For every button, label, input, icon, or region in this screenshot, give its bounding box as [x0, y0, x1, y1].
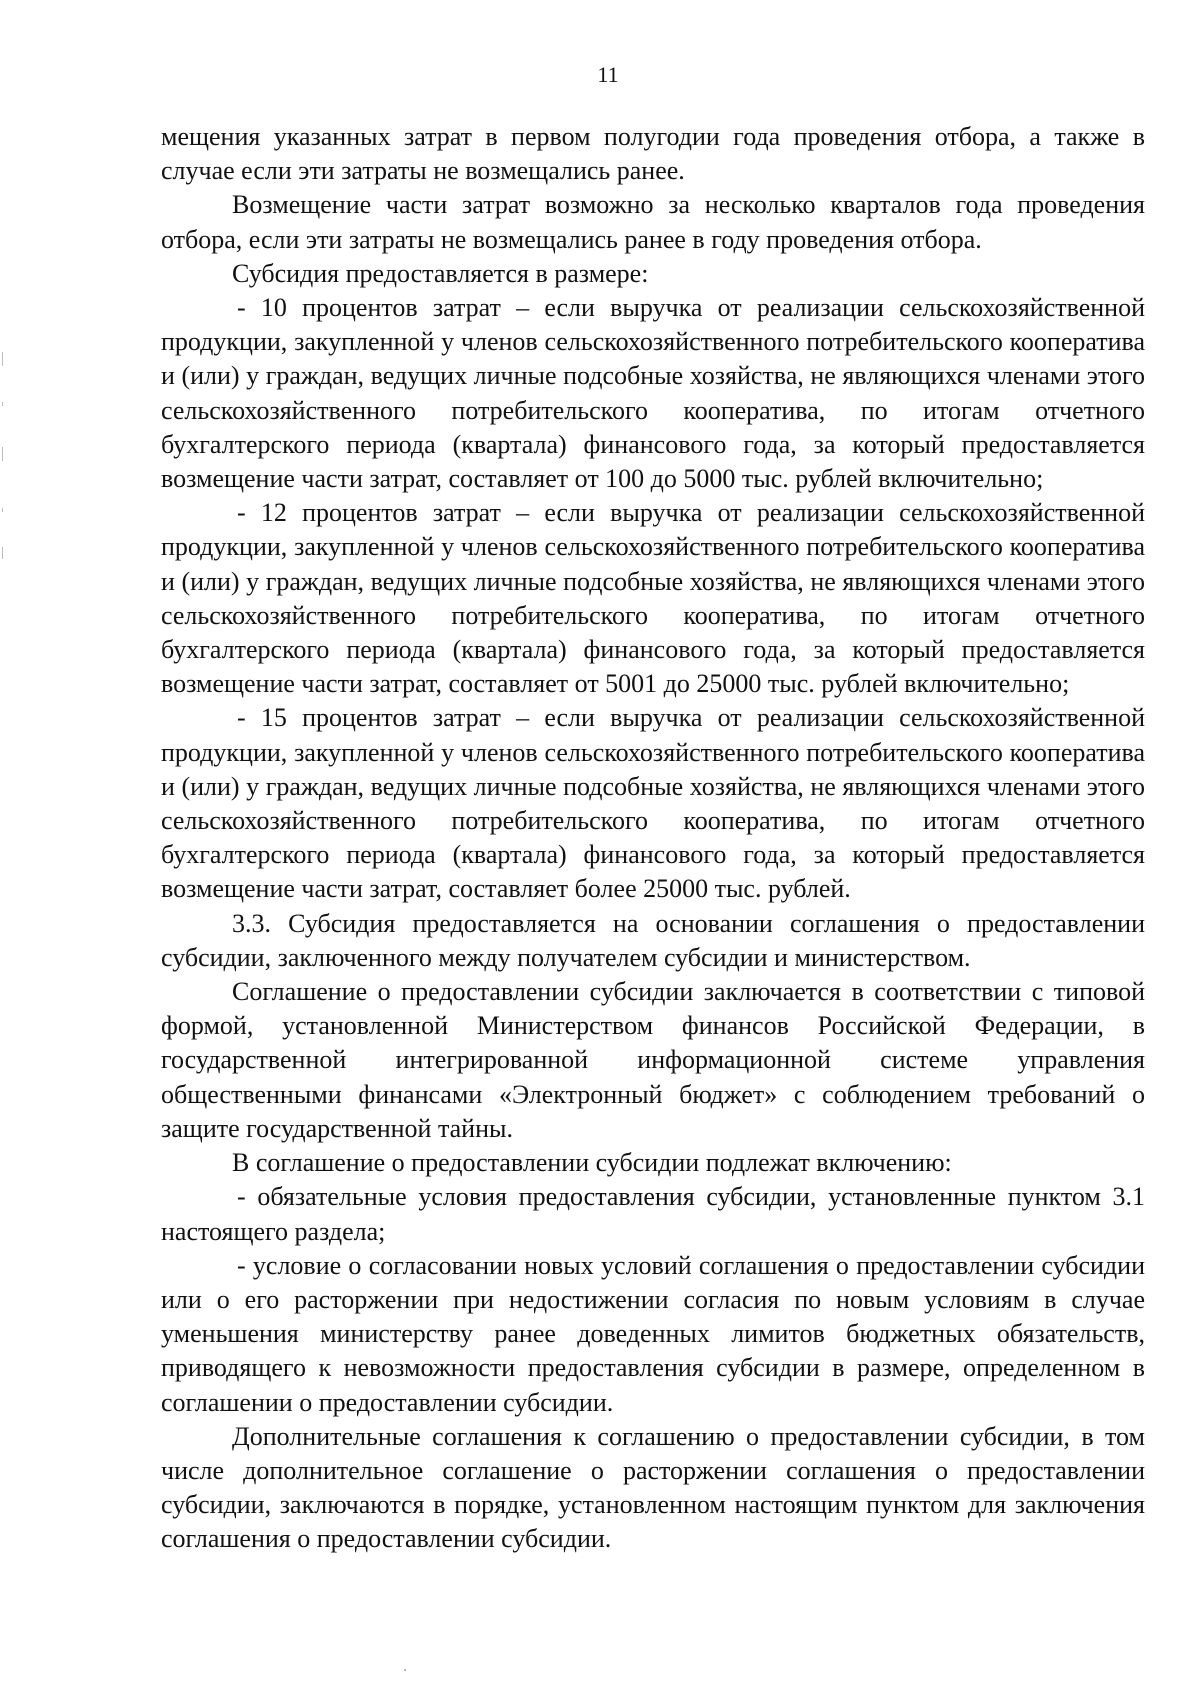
scan-margin-mark: [2, 447, 3, 461]
list-item-new-conditions: - условие о согласовании новых условий соглашения о предоставлении субсидии или о его расторжении при недостижении согласия по новым условиям в случае уменьшения министерству ранее доведенных лимитов бюджетных обязательств, приводящего к невозможности предоставления субсидии в размере, определенном в соглашении о предоставлении субсидии.: [161, 1250, 1145, 1417]
scan-margin-mark: [2, 402, 3, 406]
list-item-mandatory-conditions: - обязательные условия предоставления субсидии, установленные пунктом 3.1 настоящего раздела;: [161, 1182, 1145, 1246]
document-body: [161, 120, 1145, 1557]
scan-dot: [404, 1669, 406, 1671]
scan-margin-mark: [2, 352, 3, 366]
paragraph-continuation: мещения указанных затрат в первом полугодии года проведения отбора, а также в случае если эти затраты не возмещались ранее.: [161, 122, 1145, 186]
paragraph-agreement-inclusions: В соглашение о предоставлении субсидии подлежат включению:: [232, 1148, 952, 1178]
paragraph-additional-agreements: Дополнительные соглашения к соглашению о предоставлении субсидии, в том числе дополнительное соглашение о расторжении соглашения о предоставлении субсидии, заключаются в порядке, установленном настоящим пунктом для заключения соглашения о предоставлении субсидии.: [161, 1421, 1145, 1554]
list-item-15-percent: - 15 процентов затрат – если выручка от реализации сельскохозяйственной продукции, закупленной у членов сельскохозяйственного потребительского кооператива и (или) у граждан, ведущих личные подсобные хозяйства, не являющихся членами этого сельскохозяйственного потребительского кооператива, по итогам отчетного бухгалтерского периода (квартала) финансового года, за который предоставляется возмещение части затрат, составляет более 25000 тыс. рублей.: [161, 703, 1145, 904]
scan-margin-mark: [2, 547, 3, 559]
paragraph-subsidy-amount-intro: Субсидия предоставляется в размере:: [232, 258, 649, 288]
list-item-12-percent: - 12 процентов затрат – если выручка от реализации сельскохозяйственной продукции, закупленной у членов сельскохозяйственного потребительского кооператива и (или) у граждан, ведущих личные подсобные хозяйства, не являющихся членами этого сельскохозяйственного потребительского кооператива, по итогам отчетного бухгалтерского периода (квартала) финансового года, за который предоставляется возмещение части затрат, составляет от 5001 до 25000 тыс. рублей включительно;: [161, 498, 1145, 699]
scan-margin-mark: [2, 508, 3, 512]
paragraph-agreement-form: Соглашение о предоставлении субсидии заключается в соответствии с типовой формой, установленной Министерством финансов Российской Федерации, в государственной интегрированной информационной системе управления общественными финансами «Электронный бюджет» с соблюдением требований о защите государственной тайны.: [161, 977, 1145, 1143]
paragraph-section-3-3: 3.3. Субсидия предоставляется на основании соглашения о предоставлении субсидии, заключенного между получателем субсидии и министерством.: [161, 908, 1145, 972]
page-number: 11: [597, 62, 619, 87]
paragraph-reimbursement-quarters: Возмещение части затрат возможно за несколько кварталов года проведения отбора, если эти затраты не возмещались ранее в году проведения отбора.: [161, 190, 1145, 254]
list-item-10-percent: - 10 процентов затрат – если выручка от реализации сельскохозяйственной продукции, закупленной у членов сельскохозяйственного потребительского кооператива и (или) у граждан, ведущих личные подсобные хозяйства, не являющихся членами этого сельскохозяйственного потребительского кооператива, по итогам отчетного бухгалтерского периода (квартала) финансового года, за который предоставляется возмещение части затрат, составляет от 100 до 5000 тыс. рублей включительно;: [161, 293, 1145, 494]
